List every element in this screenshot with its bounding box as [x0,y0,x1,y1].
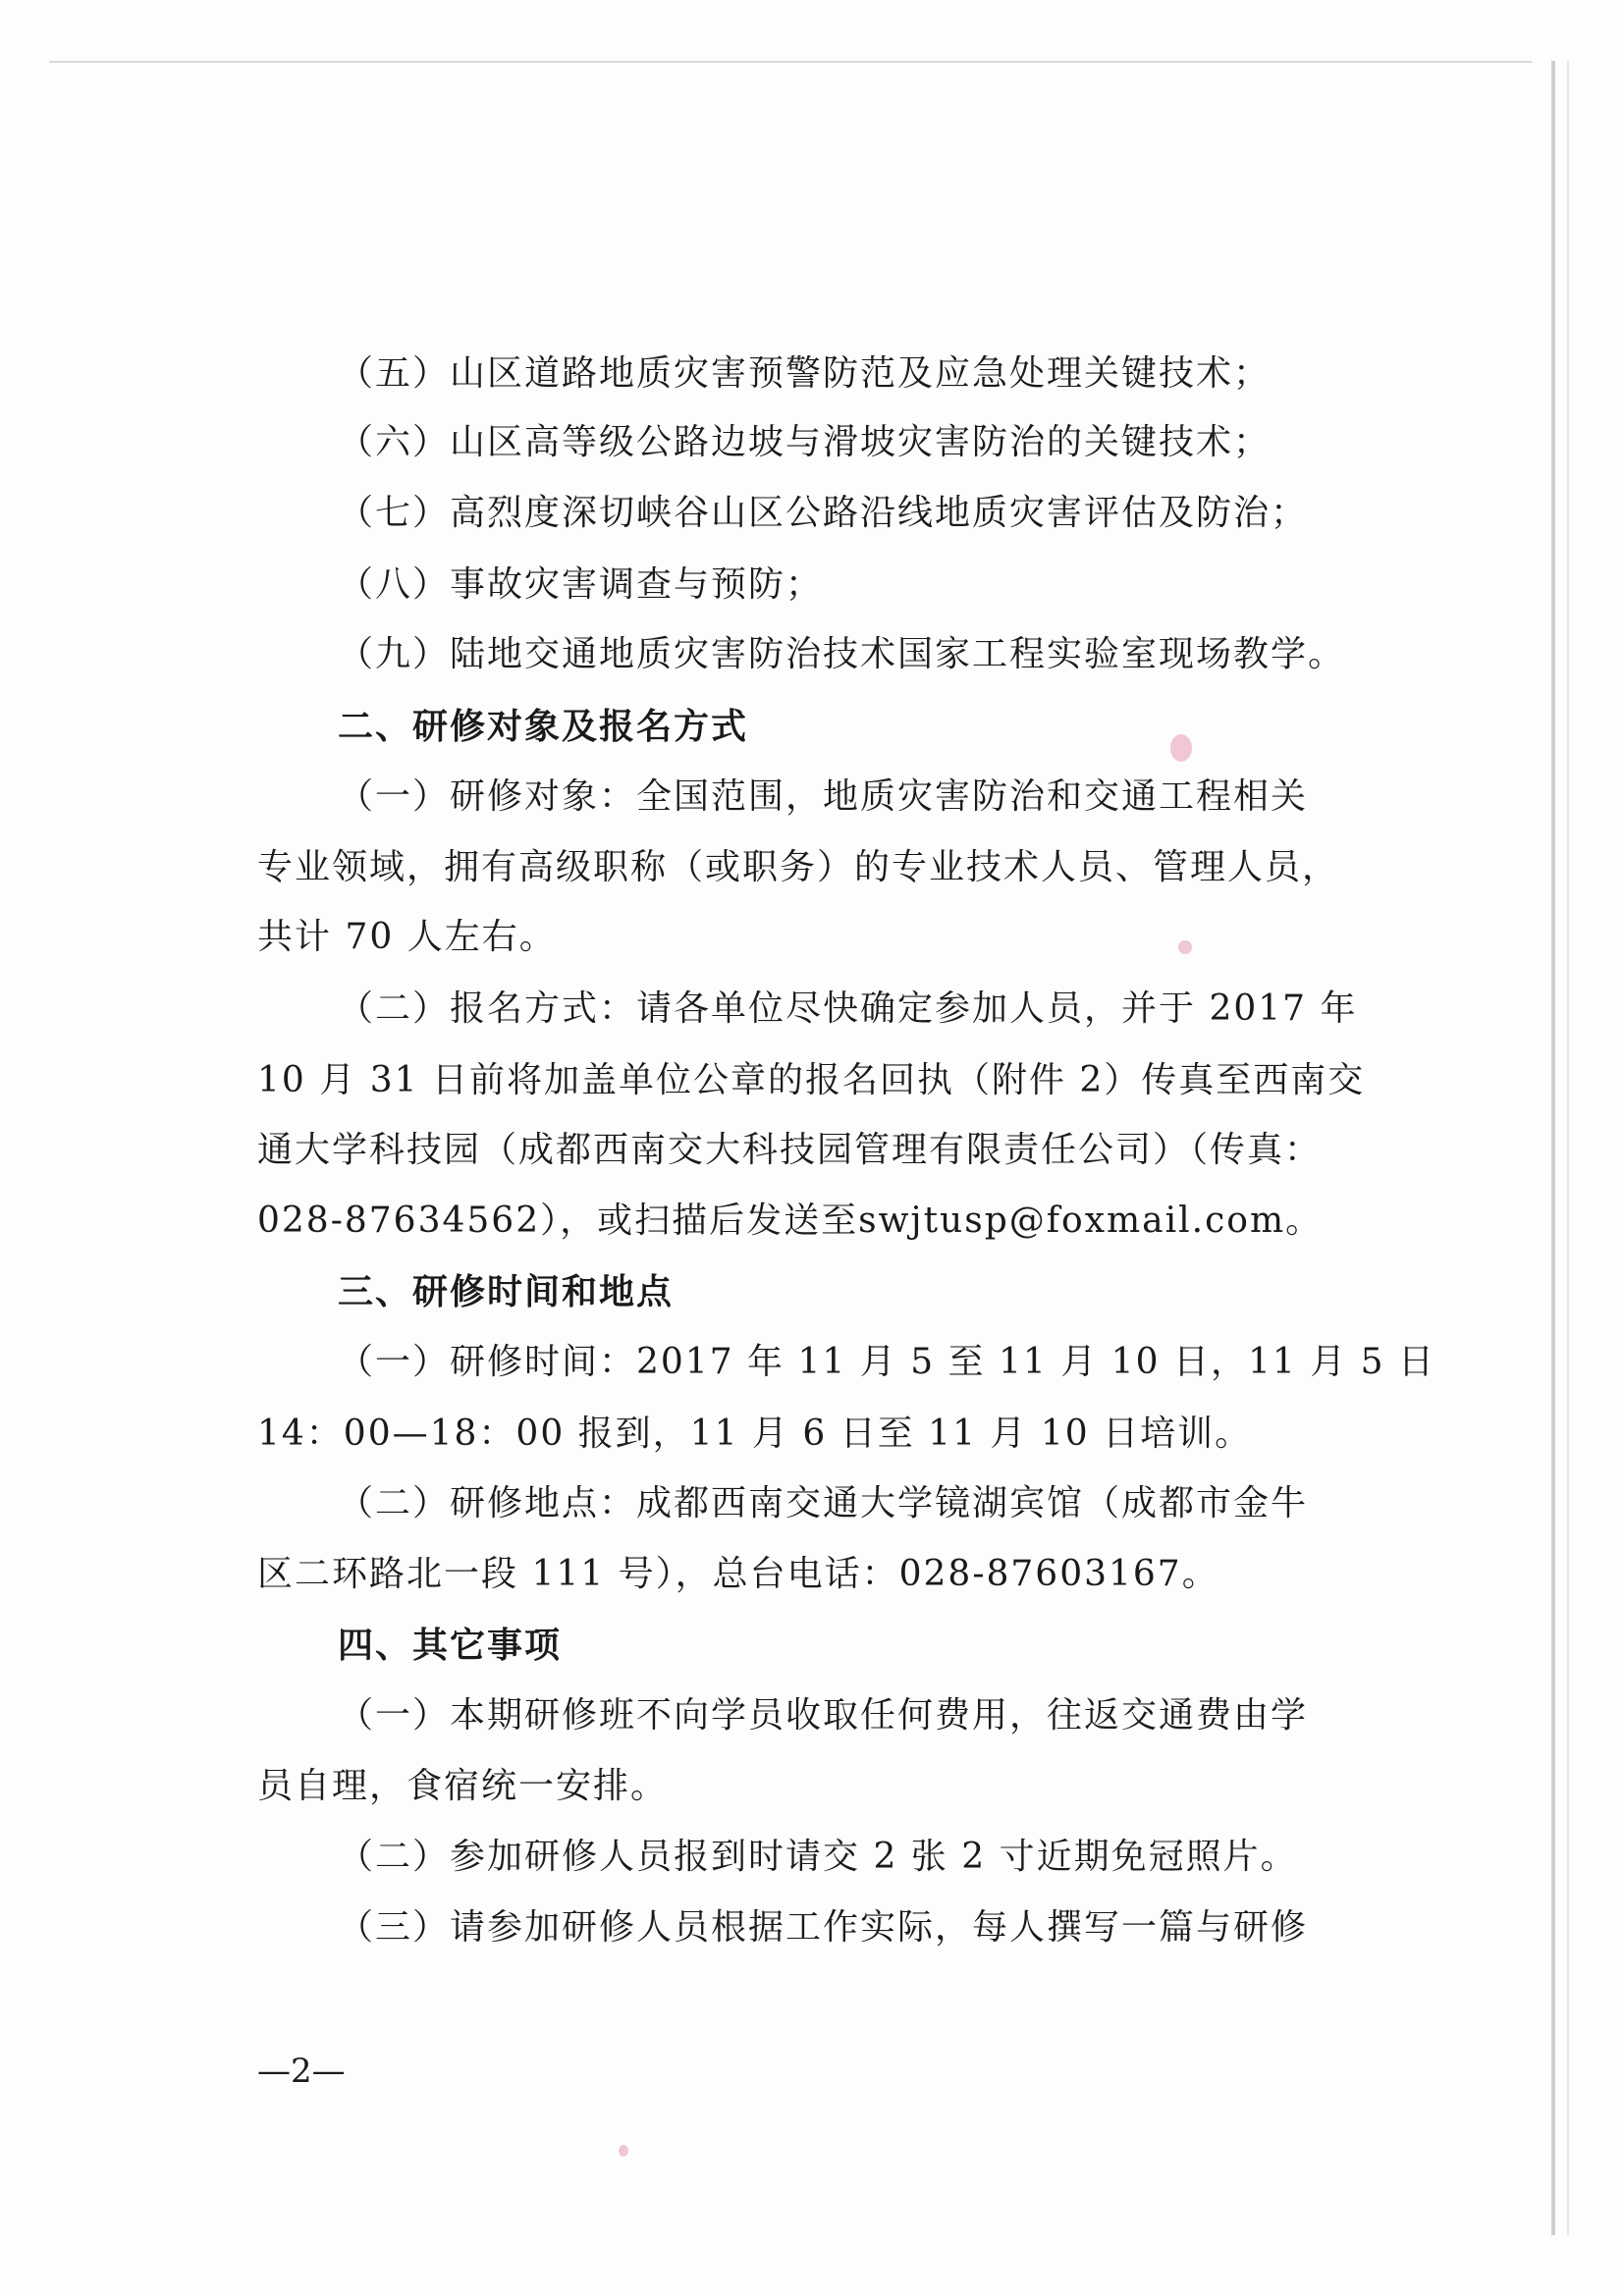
paragraph-line: （二）研修地点：成都西南交通大学镜湖宾馆（成都市金牛 [338,1483,1309,1523]
paragraph-line: 10 月 31 日前将加盖单位公章的报名回执（附件 2）传真至西南交 [257,1060,1366,1100]
scan-edge-right [1551,61,1555,2235]
scan-edge-top [49,61,1532,63]
list-item-9: （九）陆地交通地质灾害防治技术国家工程实验室现场教学。 [338,634,1346,674]
list-item-5: （五）山区道路地质灾害预警防范及应急处理关键技术； [338,353,1272,394]
page-number: —2— [257,2052,346,2091]
paragraph-line: （二）参加研修人员报到时请交 2 张 2 寸近期免冠照片。 [338,1837,1298,1877]
stamp-trace-icon [1170,734,1192,762]
stamp-trace-icon [1178,940,1192,954]
paragraph-line: （三）请参加研修人员根据工作实际，每人撰写一篇与研修 [338,1907,1309,1948]
paragraph-line: 通大学科技园（成都西南交大科技园管理有限责任公司）（传真： [257,1130,1323,1170]
paragraph-line: （一）研修对象：全国范围，地质灾害防治和交通工程相关 [338,776,1309,817]
list-item-8: （八）事故灾害调查与预防； [338,564,824,605]
paragraph-line: 区二环路北一段 111 号），总台电话：028-87603167。 [257,1554,1219,1594]
paragraph-line: 14：00—18：00 报到，11 月 6 日至 11 月 10 日培训。 [257,1414,1253,1454]
paragraph-line: 共计 70 人左右。 [257,917,557,957]
stamp-trace-icon [619,2145,628,2157]
paragraph-line: 028-87634562），或扫描后发送至swjtusp@foxmail.com。 [257,1201,1324,1241]
paragraph-line: 员自理，食宿统一安排。 [257,1766,669,1806]
section-heading-2: 二、研修对象及报名方式 [338,706,749,747]
scan-edge-right-shadow [1567,61,1569,2235]
paragraph-line: 专业领域，拥有高级职称（或职务）的专业技术人员、管理人员， [257,847,1340,887]
list-item-7: （七）高烈度深切峡谷山区公路沿线地质灾害评估及防治； [338,493,1309,533]
paragraph-line: （一）本期研修班不向学员收取任何费用，往返交通费由学 [338,1695,1309,1735]
paragraph-line: （二）报名方式：请各单位尽快确定参加人员，并于 2017 年 [338,988,1358,1029]
list-item-6: （六）山区高等级公路边坡与滑坡灾害防治的关键技术； [338,422,1272,462]
paragraph-line: （一）研修时间：2017 年 11 月 5 至 11 月 10 日，11 月 5 日 [338,1342,1435,1382]
section-heading-4: 四、其它事项 [338,1625,563,1666]
section-heading-3: 三、研修时间和地点 [338,1271,675,1312]
